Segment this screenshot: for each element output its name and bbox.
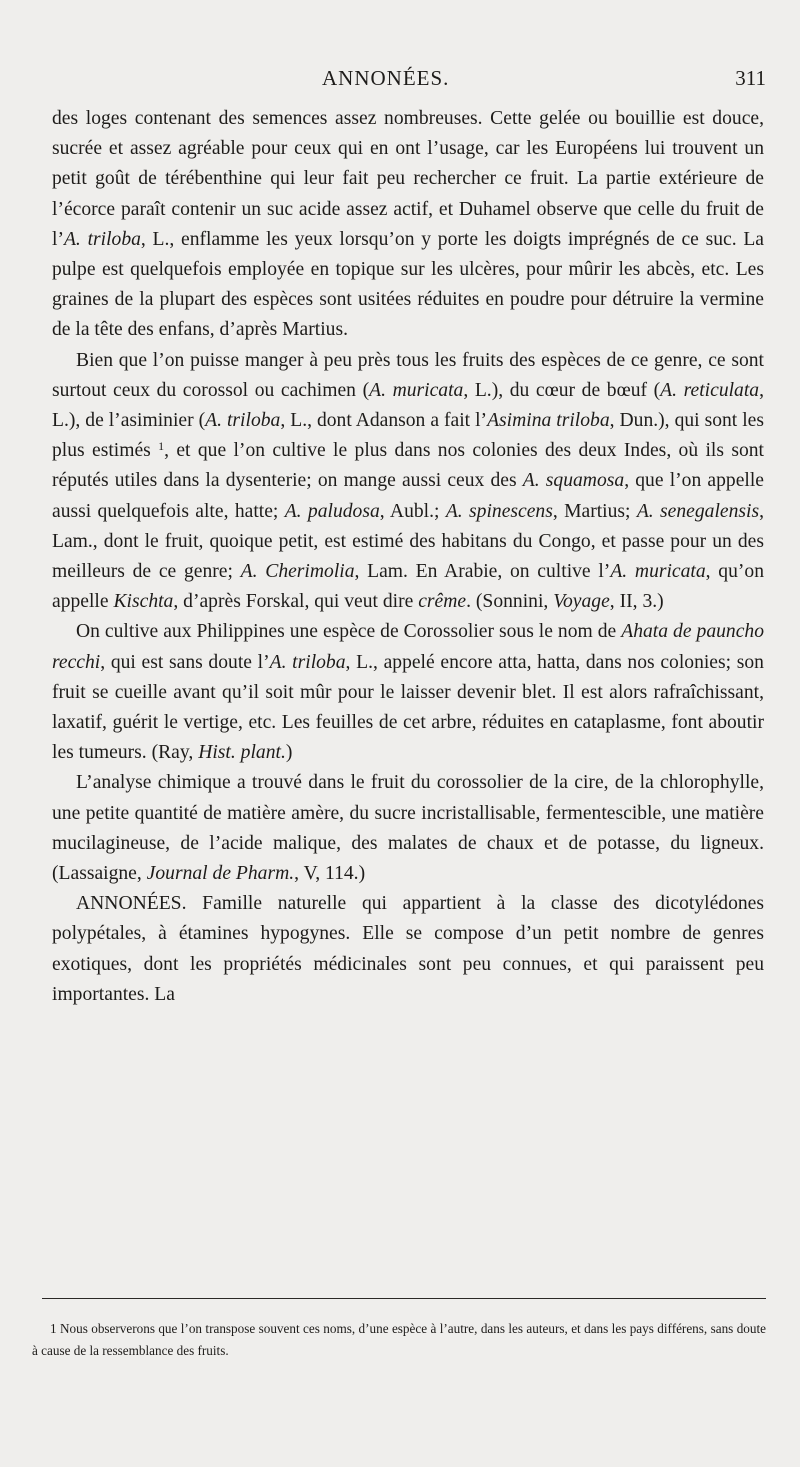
italic-term: Hist. plant. [198,742,286,764]
text-run: , L., appelé encore atta, hatta, dans nos colonies; son fruit se cueille avant qu’il soit mûr pour le laisser devenir blet. Il est alors rafraîchissant, laxatif, guérit le vertige, etc. Les feuilles de cet arbre, réduites en cataplasme, font aboutir les tumeurs. (Ray, [52,651,764,764]
text-run: , II, 3.) [609,591,664,613]
text-run: , et que l’on cultive le plus dans nos colonies des deux Indes, où ils sont réputés utiles dans la dysenterie; on mange aussi ceux des [52,440,765,492]
footnote-divider [42,1298,766,1299]
page-number: 311 [735,66,766,90]
italic-term: Asimina triloba [487,410,610,432]
italic-term: A. triloba [269,651,346,673]
text-run: des loges contenant des semences assez nombreuses. Cette gelée ou bouillie est douce, sucrée et assez agréable pour ceux qui en ont l’usage, car les Européens lui trouvent un petit goût de térébenthine qui leur fait peu rechercher ce fruit. La partie extérieure de l’écorce paraît contenir un suc acide assez actif, et Duhamel observe que celle du fruit de l’ [52,108,764,250]
paragraph [52,104,764,346]
italic-term: A. triloba [205,410,281,432]
page-header [0,66,800,100]
text-run: , que l’on appelle aussi quelquefois alte, hatte; [52,470,764,522]
italic-term: A. reticulata [660,379,760,401]
text-run: L’analyse chimique a trouvé dans le fruit du corossolier de la cire, de la chlorophylle, une petite quantité de matière amère, du sucre incristallisable, fermentescible, une matière mucilagineuse, de l’acide malique, des malates de chaux et de potasse, du ligneux. (Lassaigne, [52,772,764,885]
text-run: Bien que l’on puisse manger à peu près tous les fruits des espèces de ce genre, ce sont surtout ceux du corossol ou cachimen ( [52,349,764,401]
italic-term: Kischta [113,591,174,613]
text-run: , L., dont Adanson a fait l’ [280,410,488,432]
italic-term: A. spinescens [445,500,553,522]
footnote-marker: 1 [158,439,165,454]
italic-term: A. muricata [610,561,706,583]
italic-term: Ahata de pauncho recchi [52,621,764,673]
italic-term: A. senegalensis [636,500,760,522]
italic-term: crême [418,591,467,613]
italic-term: A. squamosa [522,470,625,492]
paragraph [52,617,764,768]
text-run: , Lam. En Arabie, on cultive l’ [354,561,611,583]
footnotes [32,1318,766,1361]
text-run: , Martius; [552,500,637,522]
text-run: , L.), du cœur de bœuf ( [463,379,661,401]
text-run: , qu’on appelle [52,561,765,613]
paragraph [52,768,764,889]
italic-term: A. triloba [63,228,141,250]
text-run: ANNONÉES. Famille naturelle qui appartient à la classe des dicotylédones polypétales, à étamines hypogynes. Elle se compose d’un petit nombre de genres exotiques, dont les propriétés médicinales sont peu connues, et qui paraissent peu importantes. La [52,893,764,1005]
italic-term: A. paludosa [284,500,380,522]
text-run: , V, 114.) [294,863,366,885]
italic-term: Voyage [553,591,610,613]
text-run: , L., enflamme les yeux lorsqu’on y porte les doigts imprégnés de ce suc. La pulpe est quelquefois employée en topique sur les ulcères, pour mûrir les abcès, etc. Les graines de la plupart des espèces sont usitées réduites en poudre pour détruire la vermine de la tête des enfans, d’après Martius. [52,228,764,341]
text-run: , qui est sans doute l’ [100,651,270,673]
footnote: 1 Nous observerons que l’on transpose souvent ces noms, d’une espèce à l’autre, dans les auteurs, et dans les pays différens, sans doute à cause de la ressemblance des fruits. [32,1321,766,1358]
paragraph [52,346,764,618]
italic-term: A. muricata [369,379,464,401]
text-run: On cultive aux Philippines une espèce de Corossolier sous le nom de [76,621,622,643]
text-run: , Dun.), qui sont les plus estimés [52,410,764,462]
text-run: . (Sonnini, [466,591,554,613]
text-run: , L.), de l’asiminier ( [52,379,765,432]
italic-term: A. Cherimolia [240,561,355,583]
running-title: ANNONÉES. [322,66,450,90]
text-run: , Aubl.; [379,500,446,522]
text-run: , d’après Forskal, qui veut dire [173,591,419,613]
body-text [52,104,764,1010]
paragraph [52,889,764,1010]
italic-term: Journal de Pharm. [146,863,295,885]
text-run: ) [285,742,293,764]
text-run: , Lam., dont le fruit, quoique petit, est estimé des habitans du Congo, et passe pour un des meilleurs de ce genre; [52,500,764,583]
